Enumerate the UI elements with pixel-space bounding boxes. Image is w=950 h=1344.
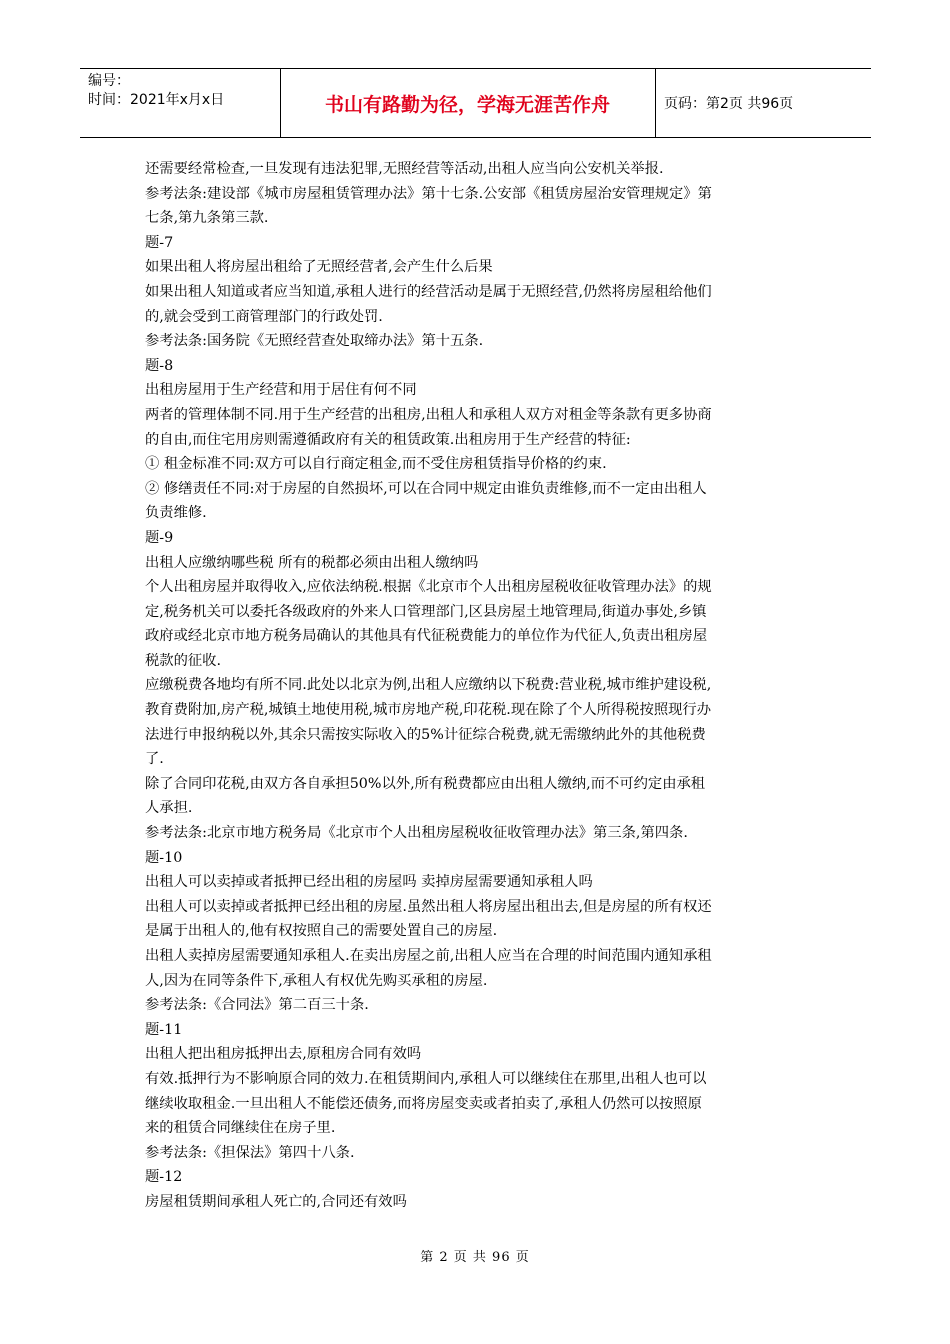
header-page-info: 页码：第2页 共96页: [664, 96, 794, 112]
body-text-line: 除了合同印花税,由双方各自承担50%以外,所有税费都应由出租人缴纳,而不可约定由承租: [145, 775, 706, 792]
body-text-line: 应缴税费各地均有所不同.此处以北京为例,出租人应缴纳以下税费:营业税,城市维护建设税,: [145, 677, 712, 694]
body-text-line: 出租人应缴纳哪些税 所有的税都必须由出租人缴纳吗: [145, 554, 479, 571]
body-text-line: 题-7: [145, 234, 174, 251]
body-text-line: 来的租赁合同继续住在房子里.: [145, 1120, 336, 1137]
body-text-line: ② 修缮责任不同:对于房屋的自然损坏,可以在合同中规定由谁负责维修,而不一定由出租人: [145, 480, 707, 497]
body-text-line: 了.: [145, 751, 164, 768]
body-text-line: 教育费附加,房产税,城镇土地使用税,城市房地产税,印花税.现在除了个人所得税按照现行办: [145, 702, 711, 719]
body-text-line: 参考法条:北京市地方税务局《北京市个人出租房屋税收征收管理办法》第三条,第四条.: [145, 825, 688, 842]
body-text-line: 出租人卖掉房屋需要通知承租人.在卖出房屋之前,出租人应当在合理的时间范围内通知承租: [145, 948, 712, 964]
body-text-line: 出租人把出租房抵押出去,原租房合同有效吗: [145, 1046, 422, 1063]
body-text-line: 七条,第九条第三款.: [145, 210, 269, 227]
body-text-line: 参考法条:《合同法》第二百三十条.: [145, 997, 369, 1014]
body-text-line: 如果出租人将房屋出租给了无照经营者,会产生什么后果: [145, 259, 493, 276]
header-motto: 书山有路勤为径，学海无涯苦作舟: [324, 93, 610, 116]
body-text-line: 如果出租人知道或者应当知道,承租人进行的经营活动是属于无照经营,仍然将房屋租给他们: [145, 283, 712, 300]
body-text-line: 人,因为在同等条件下,承租人有权优先购买承租的房屋.: [145, 972, 488, 989]
body-text-line: 两者的管理体制不同.用于生产经营的出租房,出租人和承租人双方对租金等条款有更多协商: [145, 406, 712, 423]
body-text-line: 题-10: [145, 849, 183, 866]
header-meta: [88, 72, 278, 110]
body-text-line: 题-11: [145, 1021, 183, 1038]
body-text-line: 定,税务机关可以委托各级政府的外来人口管理部门,区县房屋土地管理局,街道办事处,乡镇: [145, 603, 707, 620]
body-text-line: 题-9: [145, 529, 174, 546]
body-text-line: 参考法条:《担保法》第四十八条.: [145, 1144, 355, 1161]
body-text-line: 是属于出租人的,他有权按照自己的需要处置自己的房屋.: [145, 923, 498, 940]
document-date-label: 时间：2021年x月x日: [88, 92, 225, 108]
body-text-line: 题-8: [145, 357, 174, 374]
body-text-line: 参考法条:建设部《城市房屋租赁管理办法》第十七条.公安部《租赁房屋治安管理规定》第: [145, 185, 712, 202]
body-text-line: 房屋租赁期间承租人死亡的,合同还有效吗: [145, 1193, 407, 1210]
body-text-line: 税款的征收.: [145, 652, 222, 669]
body-text-line: 负责维修.: [145, 505, 207, 522]
body-text-line: 还需要经常检查,一旦发现有违法犯罪,无照经营等活动,出租人应当向公安机关举报.: [145, 161, 664, 177]
document-body: [145, 157, 813, 1215]
body-text-line: 的,就会受到工商管理部门的行政处罚.: [145, 308, 383, 325]
body-text-line: 有效.抵押行为不影响原合同的效力.在租赁期间内,承租人可以继续住在那里,出租人也可以: [145, 1070, 707, 1087]
body-text-line: ① 租金标准不同:双方可以自行商定租金,而不受住房租赁指导价格的约束.: [145, 456, 607, 473]
body-text-line: 继续收取租金.一旦出租人不能偿还债务,而将房屋变卖或者拍卖了,承租人仍然可以按照原: [145, 1095, 702, 1112]
body-text-line: 政府或经北京市地方税务局确认的其他具有代征税费能力的单位作为代征人,负责出租房屋: [145, 628, 708, 645]
body-text-line: 出租人可以卖掉或者抵押已经出租的房屋吗 卖掉房屋需要通知承租人吗: [145, 874, 593, 891]
page-footer: 第 2 页 共 96 页: [420, 1250, 530, 1265]
body-text-line: 的自由,而住宅用房则需遵循政府有关的租赁政策.出租房用于生产经营的特征:: [145, 431, 631, 448]
page-header: [80, 68, 871, 138]
body-text-line: 个人出租房屋并取得收入,应依法纳税.根据《北京市个人出租房屋税收征收管理办法》的规: [145, 579, 712, 596]
body-text-line: 题-12: [145, 1169, 183, 1186]
body-text-line: 人承担.: [145, 800, 193, 817]
document-number-label: 编号：: [88, 73, 130, 89]
body-text-line: 出租房屋用于生产经营和用于居住有何不同: [145, 382, 417, 399]
body-text-line: 参考法条:国务院《无照经营查处取缔办法》第十五条.: [145, 333, 484, 350]
body-text-line: 出租人可以卖掉或者抵押已经出租的房屋.虽然出租人将房屋出租出去,但是房屋的所有权还: [145, 898, 712, 915]
header-divider-right: [655, 69, 656, 137]
body-text-line: 法进行申报纳税以外,其余只需按实际收入的5%计征综合税费,就无需缴纳此外的其他税费: [145, 726, 706, 743]
